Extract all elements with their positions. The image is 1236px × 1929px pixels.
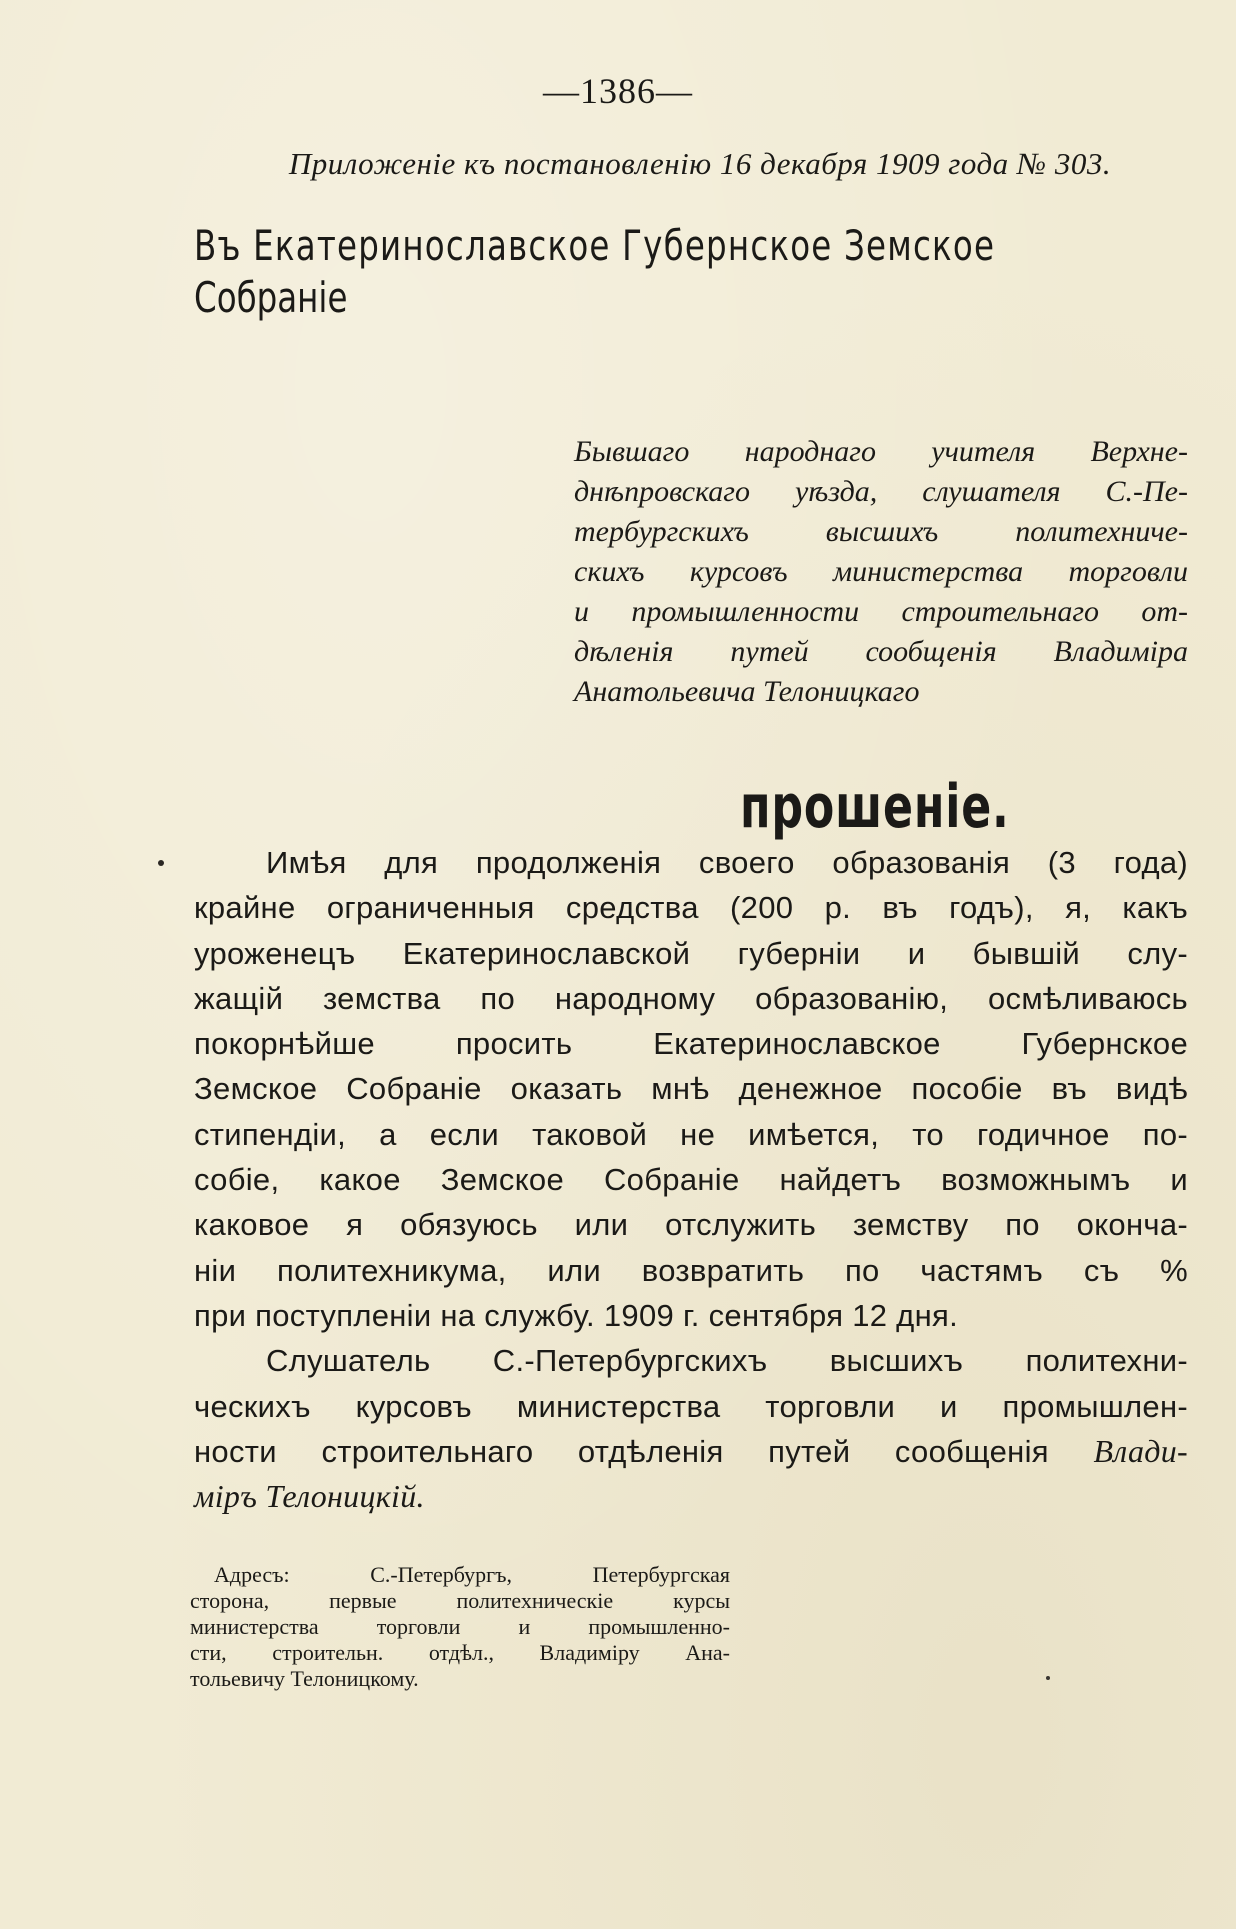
petitioner-line: днѣпровскаго уѣзда, слушателя С.-Пе- bbox=[574, 475, 1188, 508]
body-line-text: ности строительнаго отдѣленія путей сообщенія bbox=[194, 1433, 1049, 1469]
petitioner-line: тербургскихъ высшихъ политехниче- bbox=[574, 515, 1188, 548]
body-line: Имѣя для продолженія своего образованія (3 года) bbox=[266, 845, 1188, 880]
body-line: крайне ограниченныя средства (200 р. въ годъ), я, какъ bbox=[194, 890, 1188, 926]
addressee-line-1: Въ Екатеринославское Губернское Земское bbox=[194, 221, 996, 270]
petitioner-line: скихъ курсовъ министерства торговли bbox=[574, 555, 1188, 588]
appendix-note: Приложеніе къ постановленію 16 декабря 1909 года № 303. bbox=[288, 146, 1112, 181]
address-line: Адресъ: С.-Петербургъ, Петербургская bbox=[214, 1562, 730, 1587]
signature-part-1: Влади- bbox=[1093, 1432, 1188, 1469]
address-line: министерства торговли и промышленно- bbox=[190, 1614, 730, 1639]
body-line: Слушатель С.-Петербургскихъ высшихъ политехни- bbox=[266, 1343, 1188, 1379]
body-line: ніи политехникума, или возвратить по частямъ съ % bbox=[194, 1252, 1188, 1288]
address-line: сти, строительн. отдѣл., Владиміру Ана- bbox=[190, 1640, 730, 1665]
body-line-with-signature bbox=[194, 1429, 1188, 1474]
body-line: покорнѣйше просить Екатеринославское Губернское bbox=[194, 1026, 1188, 1062]
body-line: Земское Собраніе оказать мнѣ денежное пособіе въ видѣ bbox=[194, 1071, 1188, 1107]
body-line: стипендіи, а если таковой не имѣется, то годичное по- bbox=[194, 1116, 1188, 1152]
body-line: при поступленіи на службу. 1909 г. сентября 12 дня. bbox=[194, 1297, 958, 1333]
margin-dot bbox=[158, 860, 164, 866]
body-line: ческихъ курсовъ министерства торговли и промышлен- bbox=[194, 1388, 1188, 1424]
address-block bbox=[190, 1562, 730, 1692]
signature-line bbox=[194, 1474, 1188, 1519]
addressee-heading bbox=[194, 220, 1054, 324]
petitioner-line: и промышленности строительнаго от- bbox=[574, 595, 1188, 628]
petitioner-line: дѣленія путей сообщенія Владиміра bbox=[574, 635, 1188, 668]
body-line: каковое я обязуюсь или отслужить земству по оконча- bbox=[194, 1207, 1188, 1243]
address-line: тольевичу Телоницкому. bbox=[190, 1666, 419, 1691]
address-line: сторона, первые политехническіе курсы bbox=[190, 1588, 730, 1613]
body-line: уроженецъ Екатеринославской губерніи и бывшій слу- bbox=[194, 935, 1188, 971]
page-number: —1386— bbox=[543, 71, 693, 111]
signature-part-2: міръ Телоницкій. bbox=[194, 1478, 425, 1515]
petitioner-line: Бывшаго народнаго учителя Верхне- bbox=[574, 435, 1188, 468]
petitioner-line: Анатольевича Телоницкаго bbox=[574, 675, 920, 708]
petition-body bbox=[194, 840, 1188, 1519]
document-title: прошеніе. bbox=[740, 772, 1010, 842]
ink-speck bbox=[1046, 1676, 1050, 1680]
body-line: жащій земства по народному образованію, осмѣливаюсь bbox=[194, 980, 1188, 1016]
petitioner-description bbox=[574, 432, 1188, 712]
addressee-line-2: Собраніе bbox=[194, 273, 348, 322]
body-line: собіе, какое Земское Собраніе найдетъ возможнымъ и bbox=[194, 1162, 1188, 1198]
